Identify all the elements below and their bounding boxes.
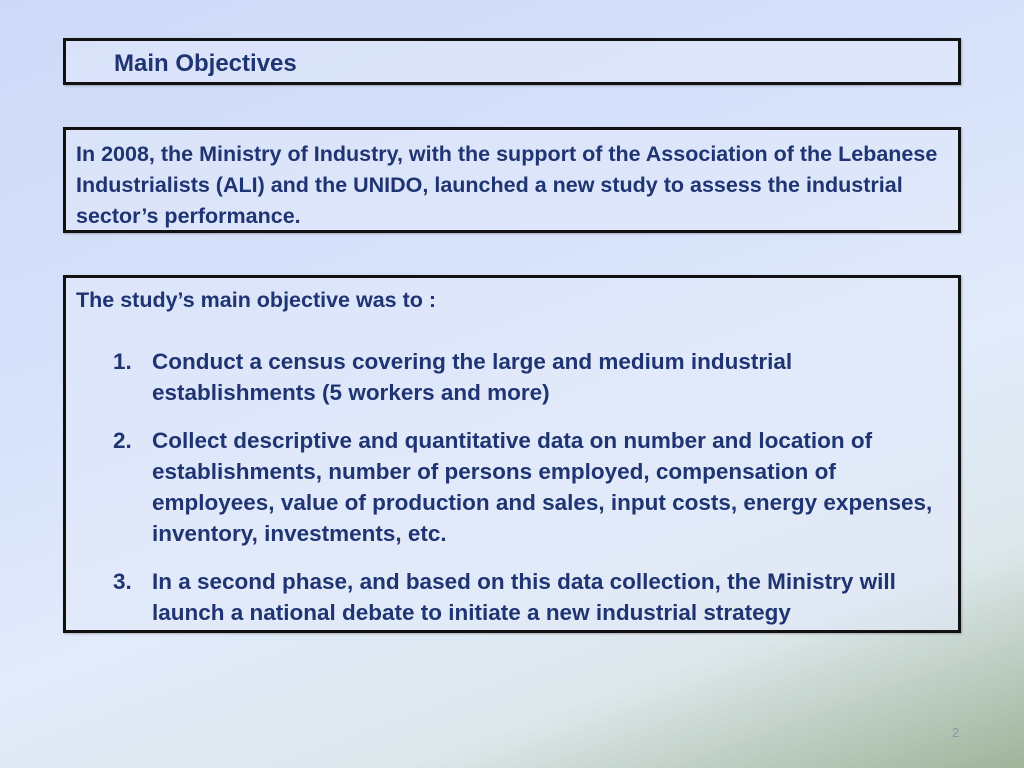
objective-item-3 [66, 566, 952, 628]
objective-number: 1. [113, 349, 132, 374]
objectives-list [66, 346, 964, 645]
objective-text: In a second phase, and based on this data collection, the Ministry will launch a national debate to initiate a new industrial strategy [152, 569, 896, 625]
title-box [63, 38, 961, 85]
page-number: 2 [952, 725, 960, 740]
intro-box [63, 127, 961, 233]
objective-item-1 [66, 346, 952, 408]
objective-number: 3. [113, 569, 132, 594]
objective-text: Conduct a census covering the large and medium industrial establishments (5 workers and more) [152, 349, 793, 405]
objectives-lead: The study’s main objective was to : [76, 288, 437, 312]
objective-number: 2. [113, 428, 132, 453]
slide-title: Main Objectives [114, 50, 297, 77]
objective-text: Collect descriptive and quantitative data on number and location of establishments, number of persons employed, compensation of employees, value of production and sales, input costs, energy expenses, inventory, investments, etc. [152, 428, 933, 546]
intro-paragraph: In 2008, the Ministry of Industry, with the support of the Association of the Lebanese Industrialists (ALI) and the UNIDO, launched a new study to assess the industrial sector’s performance. [76, 142, 938, 228]
objective-item-2 [66, 425, 952, 549]
objectives-box [63, 275, 961, 633]
